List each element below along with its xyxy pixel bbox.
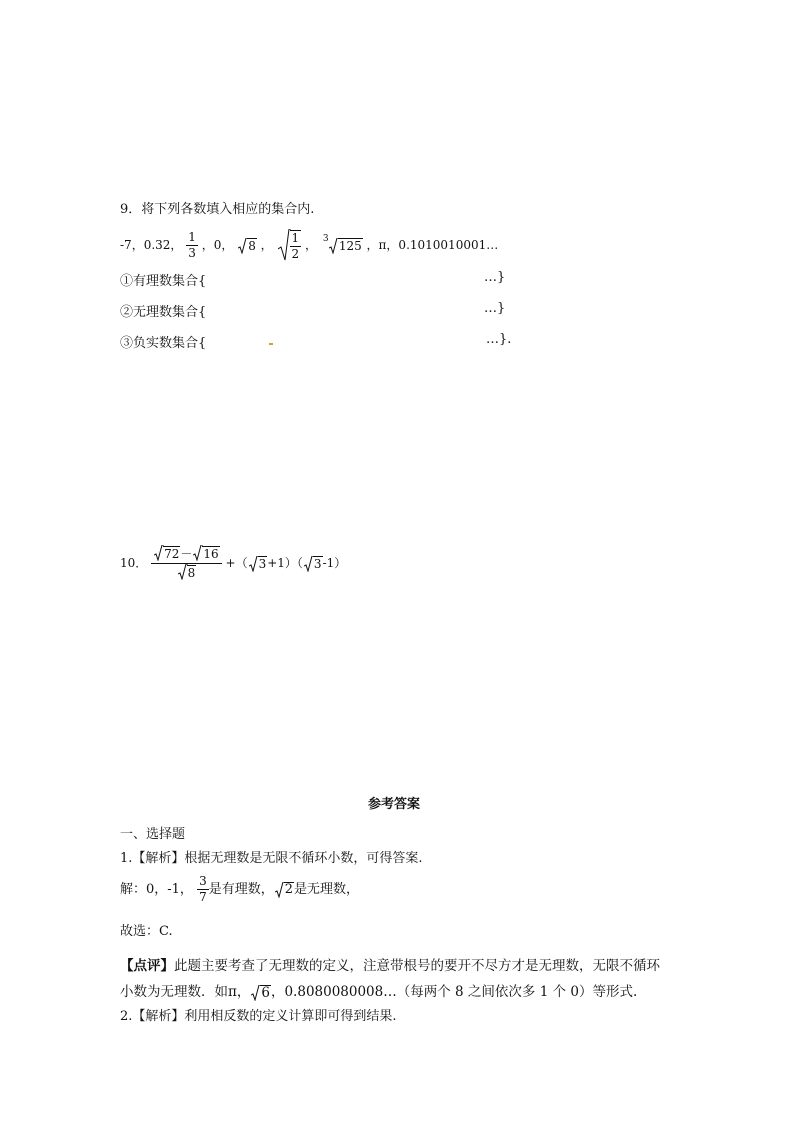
q10-plus: +（ [225,556,248,570]
q9-numbers-end: ，π，0.1010010001… [366,238,499,252]
q9-numbers-start: -7，0.32， [120,238,183,252]
sqrt-2: 2 [275,882,294,897]
sqrt-3-b: 3 [304,556,323,571]
q10-mid: +1）（ [267,556,303,570]
q9-sep: ， [304,238,317,252]
answer-1-analysis: 1.【解析】根据无理数是无限不循环小数，可得答案. [120,851,423,866]
solution-mid: 是有理数， [208,882,274,897]
sqrt-one-half: $\frac{1}{2}$ [278,229,302,263]
fraction-one-third: $\frac{1}{3}$ [188,230,196,260]
solution-prefix: 解：0，-1， [120,882,193,897]
sqrt-72: 72 [154,545,180,563]
q10-number: 10． [120,556,148,570]
sqrt-8-denominator: 8 [178,564,197,582]
answer-2-analysis: 2.【解析】利用相反数的定义计算即可得到结果. [120,1009,397,1024]
set-irrational-end: …} [484,301,506,316]
comment-text-2b: ，0.8080080008…（每两个 8 之间依次多 1 个 0）等形式. [270,984,638,1000]
solution-end: 是无理数， [294,882,360,897]
comment-text-2a: 小数为无理数．如π， [120,984,251,1000]
answer-1-solution [120,872,359,908]
q9-sep: ， [260,238,273,252]
q9-number-list [120,228,498,262]
cube-root-125: 3 125 [322,234,362,253]
q10-expression [120,541,346,585]
answers-title: 参考答案 [368,797,421,812]
minus-sign: － [180,547,193,561]
sqrt-6: 6 [251,985,271,1000]
sqrt-3-a: 3 [249,556,268,571]
sqrt-16: 16 [193,545,219,563]
comment-line-1 [120,954,660,974]
answer-1-choice: 故选：C. [120,924,173,939]
stray-mark [269,343,273,345]
set-negative-real [120,332,206,351]
set-rational-label: ①有理数集合{ [120,274,207,289]
q10-fraction [151,545,222,582]
answers-section: 一、选择题 [120,827,186,842]
q9-sep: ，0， [201,238,234,252]
comment-line-2 [120,980,637,1000]
comment-tag: 【点评】 [120,958,174,974]
set-irrational-label: ②无理数集合{ [120,305,207,320]
set-rational [120,270,206,289]
set-negative-real-end: …}. [486,332,512,347]
q9-heading: 9．将下列各数填入相应的集合内. [120,202,315,217]
set-irrational [120,301,206,320]
comment-text-1: 此题主要考查了无理数的定义，注意带根号的要开不尽方才是无理数，无限不循环 [174,958,660,974]
set-negative-real-label: ③负实数集合{ [120,336,207,351]
fraction-three-sevenths: $\frac{3}{7}$ [199,874,207,904]
sqrt-8: 8 [238,238,257,253]
q10-end: -1） [322,556,347,570]
set-rational-end: …} [484,270,506,285]
